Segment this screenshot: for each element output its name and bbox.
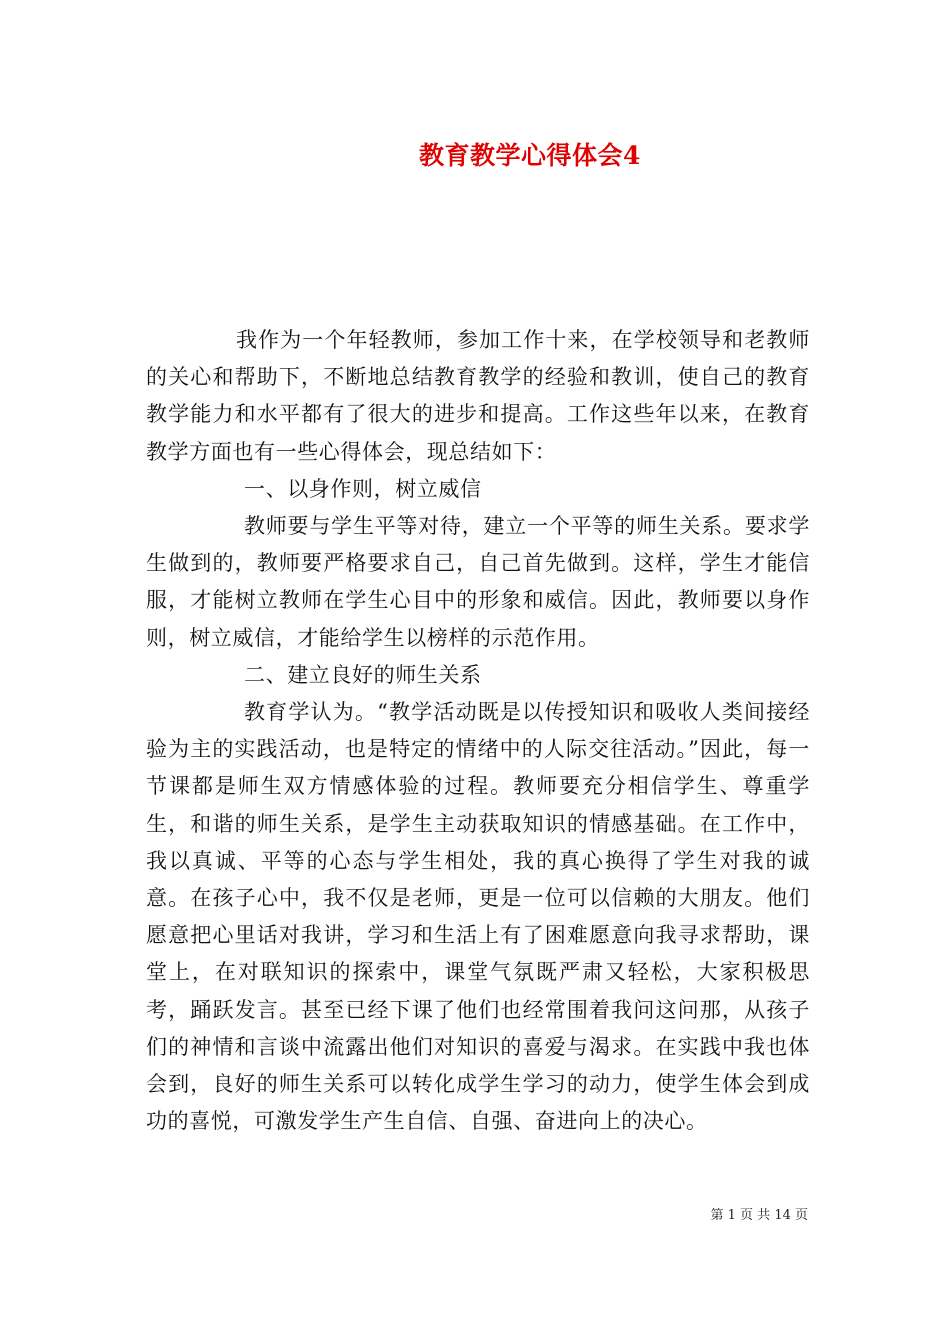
- intro-paragraph: 我作为一个年轻教师，参加工作十来，在学校领导和老教师的关心和帮助下，不断地总结教育教学的经验和教训，使自己的教育教学能力和水平都有了很大的进步和提高。工作这些年以来，在教育教学方面也有一些心得体会，现总结如下：: [146, 328, 810, 464]
- document-body: [146, 322, 810, 1140]
- section-heading-1: 一、以身作则，树立威信: [244, 476, 482, 501]
- section-heading-2: 二、建立良好的师生关系: [244, 662, 482, 687]
- document-title: 教育教学心得体会4: [419, 141, 641, 170]
- section-2-paragraph: 教育学认为。“教学活动既是以传授知识和吸收人类间接经验为主的实践活动，也是特定的情绪中的人际交往活动。”因此，每一节课都是师生双方情感体验的过程。教师要充分相信学生、尊重学生，和谐的师生关系，是学生主动获取知识的情感基础。在工作中，我以真诚、平等的心态与学生相处，我的真心换得了学生对我的诚意。在孩子心中，我不仅是老师，更是一位可以信赖的大朋友。他们愿意把心里话对我讲，学习和生活上有了困难愿意向我寻求帮助，课堂上，在对联知识的探索中，课堂气氛既严肃又轻松，大家积极思考，踊跃发言。甚至已经下课了他们也经常围着我问这问那，从孩子们的神情和言谈中流露出他们对知识的喜爱与渴求。在实践中我也体会到，良好的师生关系可以转化成学生学习的动力，使学生体会到成功的喜悦，可激发学生产生自信、自强、奋进向上的决心。: [146, 700, 810, 1134]
- page-number-footer: 第 1 页 共 14 页: [710, 1208, 808, 1223]
- section-1-paragraph: 教师要与学生平等对待，建立一个平等的师生关系。要求学生做到的，教师要严格要求自己，自己首先做到。这样，学生才能信服，才能树立教师在学生心目中的形象和威信。因此，教师要以身作则，树立威信，才能给学生以榜样的示范作用。: [146, 514, 810, 650]
